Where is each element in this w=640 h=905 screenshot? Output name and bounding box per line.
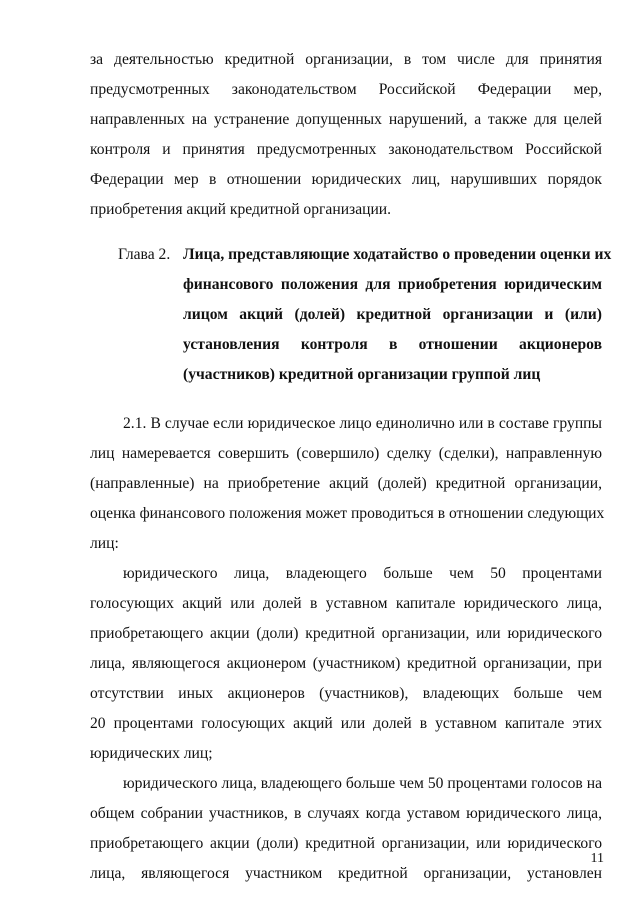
chapter-title-line: лицом акций (долей) кредитной организации и (или) (183, 306, 602, 323)
chapter-title-line: установления контроля в отношении акционеров (183, 336, 602, 353)
text-line: юридических лиц; (90, 745, 213, 762)
text-line: контроля и принятия предусмотренных законодательством Российской (90, 141, 602, 158)
text-line: 20 процентами голосующих акций или долей в уставном капитале этих (90, 715, 602, 732)
chapter-label: Глава 2. (118, 246, 171, 263)
text-line: лиц: (90, 535, 119, 552)
text-line: юридического лица, владеющего больше чем 50 процентами голосов на (123, 775, 602, 792)
text-line: приобретающего акции (доли) кредитной организации, или юридического (90, 835, 602, 852)
text-line: голосующих акций или долей в уставном капитале юридического лица, (90, 595, 602, 612)
text-line: направленных на устранение допущенных нарушений, а также для целей (90, 111, 602, 128)
text-line: за деятельностью кредитной организации, в том числе для принятия (90, 51, 602, 68)
text-line: оценка финансового положения может проводиться в отношении следующих (90, 505, 605, 522)
text-line: приобретающего акции (доли) кредитной организации, или юридического (90, 625, 602, 642)
page-number: 11 (590, 851, 604, 866)
text-line: 2.1. В случае если юридическое лицо единолично или в составе группы (123, 415, 602, 432)
text-line: юридического лица, владеющего больше чем 50 процентами (123, 565, 602, 582)
text-line: лиц намеревается совершить (совершило) сделку (сделки), направленную (90, 445, 602, 462)
chapter-title-line: финансового положения для приобретения юридическим (183, 276, 602, 293)
chapter-title-line: Лица, представляющие ходатайство о проведении оценки их (183, 246, 612, 263)
text-line: (направленные) на приобретение акций (долей) кредитной организации, (90, 475, 602, 492)
text-line: отсутствии иных акционеров (участников), владеющих больше чем (90, 685, 602, 702)
text-line: Федерации мер в отношении юридических лиц, нарушивших порядок (90, 171, 602, 188)
text-line: лица, являющегося акционером (участником) кредитной организации, при (90, 655, 602, 672)
chapter-title-line: (участников) кредитной организации группой лиц (183, 366, 541, 383)
text-line: лица, являющегося участником кредитной организации, установлен (90, 865, 602, 882)
text-line: приобретения акций кредитной организации. (90, 201, 392, 218)
text-line: общем собрании участников, в случаях когда уставом юридического лица, (90, 805, 602, 822)
text-line: предусмотренных законодательством Российской Федерации мер, (90, 81, 602, 98)
